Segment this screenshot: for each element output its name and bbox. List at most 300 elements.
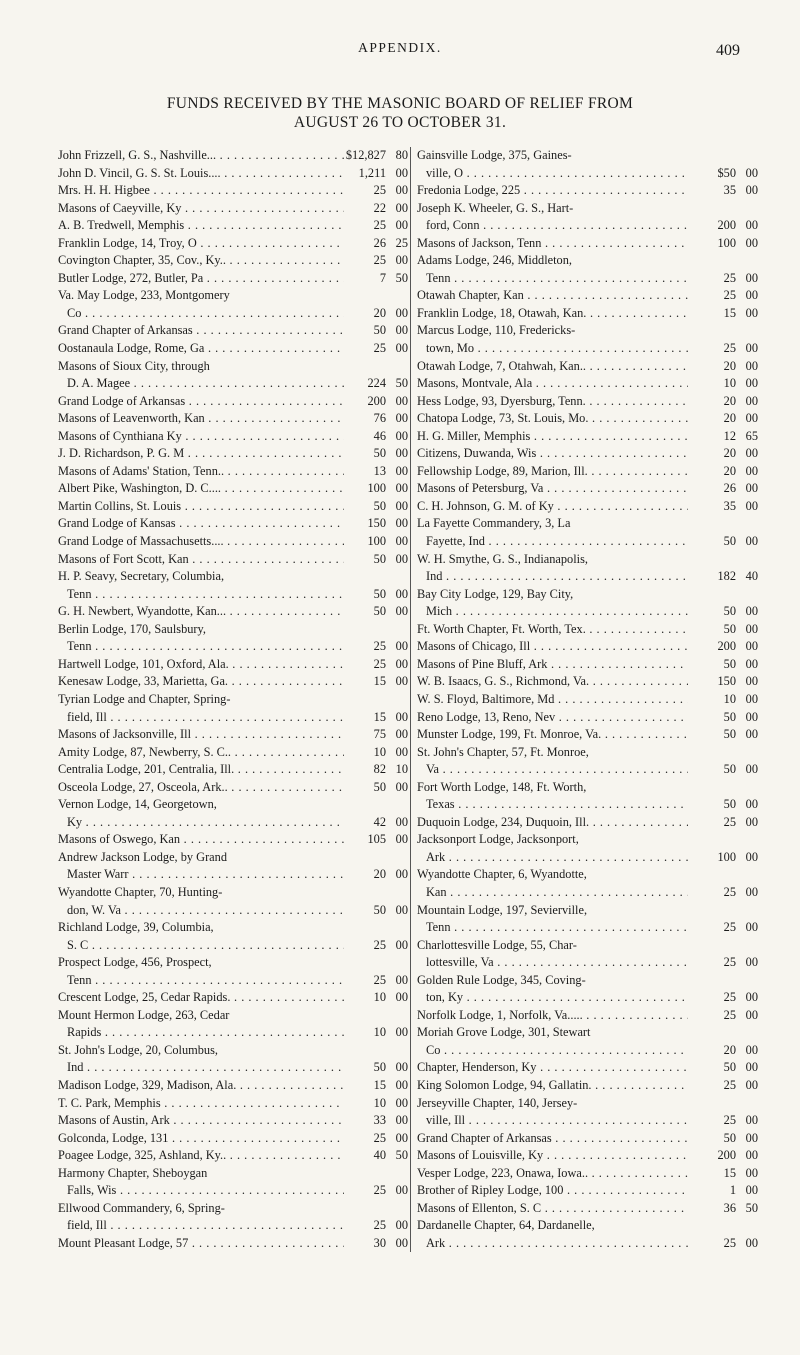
amount-cents: 00: [745, 305, 758, 320]
amount-cents: 00: [395, 656, 408, 671]
amount-cents: 00: [745, 534, 758, 549]
amount-dollars: 50: [723, 621, 736, 636]
amount-cents: 00: [745, 411, 758, 426]
ledger-entry: [417, 1112, 760, 1130]
entry-name: ville, Ill . . .: [417, 1112, 688, 1130]
entry-name: Masons of Adams' Station, Tenn.. . . .: [58, 463, 344, 481]
amount-dollars: 25: [373, 253, 386, 268]
entry-name: Centralia Lodge, 201, Centralia, Ill. . . .: [58, 761, 344, 779]
entry-amount: [688, 445, 760, 463]
entry-amount: [688, 656, 760, 674]
entry-name: Franklin Lodge, 18, Otawah, Kan. . . .: [417, 305, 688, 323]
amount-dollars: 25: [723, 1007, 736, 1022]
amount-cents: 00: [395, 604, 408, 619]
amount-cents: 00: [745, 1130, 758, 1145]
entry-amount: [344, 937, 410, 955]
amount-dollars: 20: [723, 446, 736, 461]
entry-amount: [688, 673, 760, 691]
entry-amount: [688, 358, 760, 376]
amount-cents: 00: [745, 341, 758, 356]
entry-amount: [344, 673, 410, 691]
entry-name: Marcus Lodge, 110, Fredericks-: [417, 323, 576, 338]
entry-amount: [344, 1059, 410, 1077]
amount-dollars: 200: [717, 1148, 736, 1163]
ledger-entry: [417, 1165, 760, 1183]
amount-cents: 00: [395, 323, 408, 338]
left-column: [58, 147, 411, 1252]
entry-amount: [344, 744, 410, 762]
amount-cents: 00: [395, 1077, 408, 1092]
amount-dollars: 50: [373, 779, 386, 794]
entry-name: Crescent Lodge, 25, Cedar Rapids. . . .: [58, 989, 344, 1007]
ledger-entry: [417, 340, 760, 358]
ledger-entry: [58, 586, 410, 604]
entry-amount: [688, 989, 760, 1007]
amount-cents: 00: [745, 1165, 758, 1180]
ledger-entry: [58, 902, 410, 920]
amount-dollars: 25: [723, 814, 736, 829]
ledger-entry: [417, 919, 760, 937]
entry-amount: [344, 200, 410, 218]
amount-cents: 00: [745, 762, 758, 777]
entry-amount: [688, 1130, 760, 1148]
entry-name: Otawah Lodge, 7, Otahwah, Kan.. . . .: [417, 358, 688, 376]
entry-name: Harmony Chapter, Sheboygan: [58, 1165, 208, 1180]
entry-name: Masons of Louisville, Ky . . .: [417, 1147, 688, 1165]
entry-name: Mount Pleasant Lodge, 57 . . .: [58, 1235, 344, 1253]
entry-name: Grand Lodge of Kansas . . .: [58, 515, 344, 533]
ledger-entry: [58, 1077, 410, 1095]
ledger-entry: [58, 1007, 410, 1025]
amount-dollars: 50: [373, 586, 386, 601]
amount-dollars: 50: [373, 902, 386, 917]
amount-cents: 00: [395, 463, 408, 478]
amount-cents: 00: [395, 990, 408, 1005]
entry-name: Tenn . . .: [417, 919, 688, 937]
entry-name: Golden Rule Lodge, 345, Coving-: [417, 972, 586, 987]
entry-amount: [688, 305, 760, 323]
amount-cents: 00: [395, 534, 408, 549]
ledger-entry: [417, 656, 760, 674]
entry-amount: [344, 1235, 410, 1253]
ledger-entry: [417, 165, 760, 183]
entry-name: Masons of Ellenton, S. C . . .: [417, 1200, 688, 1218]
entry-name: Masons of Jackson, Tenn . . .: [417, 235, 688, 253]
amount-cents: 00: [395, 516, 408, 531]
ledger-entry: [417, 1077, 760, 1095]
ledger-entry: [58, 726, 410, 744]
entry-name: Moriah Grove Lodge, 301, Stewart: [417, 1025, 591, 1040]
entry-amount: [344, 305, 410, 323]
amount-cents: 00: [745, 955, 758, 970]
entry-name: St. John's Lodge, 20, Columbus,: [58, 1042, 218, 1057]
entry-name: Dardanelle Chapter, 64, Dardanelle,: [417, 1218, 595, 1233]
entry-name: St. John's Chapter, 57, Ft. Monroe,: [417, 744, 589, 759]
amount-cents: 00: [395, 937, 408, 952]
ledger-entry: [417, 322, 760, 340]
entry-name: Golconda, Lodge, 131 . . .: [58, 1130, 344, 1148]
entry-name: Masons of Petersburg, Va . . .: [417, 480, 688, 498]
amount-dollars: 50: [373, 498, 386, 513]
entry-amount: [344, 147, 410, 165]
amount-dollars: 50: [373, 604, 386, 619]
entry-amount: [344, 217, 410, 235]
entry-amount: [688, 463, 760, 481]
amount-cents: 00: [745, 1183, 758, 1198]
ledger-entry: [58, 287, 410, 305]
amount-cents: 00: [395, 709, 408, 724]
entry-name: Masons of Cynthiana Ky . . .: [58, 428, 344, 446]
amount-dollars: $12,827: [345, 148, 386, 162]
entry-name: Citizens, Duwanda, Wis . . .: [417, 445, 688, 463]
entry-name: Tenn . . .: [58, 586, 344, 604]
entry-amount: [344, 551, 410, 569]
ledger-entry: [58, 779, 410, 797]
entry-name: Norfolk Lodge, 1, Norfolk, Va..... . . .: [417, 1007, 688, 1025]
entry-name: Tenn . . .: [58, 638, 344, 656]
ledger-entry: [58, 515, 410, 533]
entry-name: Hess Lodge, 93, Dyersburg, Tenn. . . .: [417, 393, 688, 411]
entry-amount: [344, 814, 410, 832]
entry-name: town, Mo . . .: [417, 340, 688, 358]
amount-dollars: 25: [373, 972, 386, 987]
entry-amount: [344, 902, 410, 920]
entry-amount: [344, 866, 410, 884]
entry-name: ville, O . . .: [417, 165, 688, 183]
entry-amount: [344, 270, 410, 288]
ledger-entry: [58, 200, 410, 218]
amount-dollars: 10: [723, 691, 736, 706]
amount-dollars: 25: [373, 656, 386, 671]
entry-name: Fredonia Lodge, 225 . . .: [417, 182, 688, 200]
amount-cents: 00: [745, 639, 758, 654]
amount-cents: 00: [395, 779, 408, 794]
entry-name: W. S. Floyd, Baltimore, Md . . .: [417, 691, 688, 709]
entry-name: Mountain Lodge, 197, Sevierville,: [417, 902, 588, 917]
entry-amount: [344, 515, 410, 533]
ledger-entry: [417, 586, 760, 604]
amount-dollars: 10: [723, 376, 736, 391]
entry-name: Co . . .: [58, 305, 344, 323]
entry-name: Jacksonport Lodge, Jacksonport,: [417, 832, 579, 847]
amount-cents: 00: [395, 551, 408, 566]
entry-name: Duquoin Lodge, 234, Duquoin, Ill. . . .: [417, 814, 688, 832]
entry-amount: [344, 586, 410, 604]
entry-amount: [688, 1235, 760, 1253]
ledger-entry: [58, 814, 410, 832]
amount-cents: 00: [745, 376, 758, 391]
amount-cents: 50: [395, 1148, 408, 1163]
ledger-entry: [417, 1200, 760, 1218]
amount-cents: 00: [745, 1007, 758, 1022]
entry-amount: [344, 779, 410, 797]
entry-name: Tenn . . .: [58, 972, 344, 990]
right-column: [411, 147, 760, 1252]
entry-name: Richland Lodge, 39, Columbia,: [58, 920, 214, 935]
amount-cents: 00: [745, 446, 758, 461]
amount-dollars: 100: [717, 849, 736, 864]
amount-dollars: 20: [723, 358, 736, 373]
amount-cents: 00: [745, 358, 758, 373]
amount-dollars: 20: [373, 867, 386, 882]
entry-amount: [344, 1147, 410, 1165]
amount-dollars: 50: [723, 534, 736, 549]
entry-amount: [688, 884, 760, 902]
entry-name: Ellwood Commandery, 6, Spring-: [58, 1200, 225, 1215]
amount-dollars: 200: [367, 393, 386, 408]
amount-cents: 00: [395, 341, 408, 356]
amount-dollars: 25: [723, 341, 736, 356]
amount-dollars: 200: [717, 218, 736, 233]
entry-name: Charlottesville Lodge, 55, Char-: [417, 937, 577, 952]
amount-cents: 00: [745, 270, 758, 285]
amount-dollars: 25: [723, 1113, 736, 1128]
ledger-entry: [417, 779, 760, 797]
amount-cents: 00: [395, 1218, 408, 1233]
amount-dollars: 50: [723, 797, 736, 812]
entry-name: Rapids . . .: [58, 1024, 344, 1042]
amount-dollars: 1,211: [358, 165, 386, 180]
amount-cents: 00: [745, 393, 758, 408]
entry-amount: [344, 709, 410, 727]
ledger-entry: [417, 515, 760, 533]
ledger-entry: [58, 849, 410, 867]
ledger-entry: [58, 182, 410, 200]
entry-name: John D. Vincil, G. S. St. Louis.... . . .: [58, 165, 344, 183]
entry-name: Grand Lodge of Massachusetts.... . . .: [58, 533, 344, 551]
entry-amount: [688, 796, 760, 814]
amount-cents: 00: [395, 165, 408, 180]
ledger-entry: [58, 937, 410, 955]
amount-dollars: 15: [723, 305, 736, 320]
ledger-entry: [417, 480, 760, 498]
amount-dollars: 30: [373, 1235, 386, 1250]
ledger-entry: [417, 1024, 760, 1042]
amount-dollars: 50: [723, 1130, 736, 1145]
amount-dollars: 25: [723, 955, 736, 970]
entry-name: Falls, Wis . . .: [58, 1182, 344, 1200]
entry-name: Jerseyville Chapter, 140, Jersey-: [417, 1095, 578, 1110]
entry-amount: [688, 428, 760, 446]
entry-name: Reno Lodge, 13, Reno, Nev . . .: [417, 709, 688, 727]
amount-cents: 80: [395, 148, 408, 162]
amount-cents: 65: [745, 428, 758, 443]
ledger-entry: [417, 551, 760, 569]
page-title: [30, 94, 770, 132]
amount-cents: 00: [745, 498, 758, 513]
entry-name: Brother of Ripley Lodge, 100 . . .: [417, 1182, 688, 1200]
amount-dollars: 50: [723, 1060, 736, 1075]
amount-dollars: 15: [723, 1165, 736, 1180]
amount-dollars: 25: [723, 990, 736, 1005]
amount-dollars: 35: [723, 498, 736, 513]
entry-amount: [688, 1182, 760, 1200]
amount-dollars: 50: [373, 446, 386, 461]
amount-cents: 00: [395, 1060, 408, 1075]
amount-cents: 00: [395, 393, 408, 408]
entry-amount: [688, 603, 760, 621]
ledger-entry: [417, 744, 760, 762]
ledger-entry: [58, 252, 410, 270]
entry-name: Masons of Chicago, Ill . . .: [417, 638, 688, 656]
entry-amount: [688, 691, 760, 709]
entry-name: Munster Lodge, 199, Ft. Monroe, Va. . . .: [417, 726, 688, 744]
entry-amount: [688, 1200, 760, 1218]
amount-cents: 00: [745, 709, 758, 724]
amount-dollars: 15: [373, 709, 386, 724]
ledger-entry: [58, 358, 410, 376]
amount-dollars: 36: [723, 1200, 736, 1215]
ledger-entry: [58, 1112, 410, 1130]
ledger-entry: [58, 147, 410, 165]
entry-name: John Frizzell, G. S., Nashville... . . .: [58, 147, 344, 165]
ledger-entry: [417, 305, 760, 323]
ledger-entry: [58, 1095, 410, 1113]
entry-amount: [344, 480, 410, 498]
entry-name: Ark . . .: [417, 1235, 688, 1253]
entry-amount: [344, 972, 410, 990]
entry-amount: [688, 287, 760, 305]
entry-name: Covington Chapter, 35, Cov., Ky.. . . .: [58, 252, 344, 270]
amount-cents: 00: [395, 411, 408, 426]
ledger-entry: [58, 621, 410, 639]
ledger-entry: [417, 147, 760, 165]
entry-name: Osceola Lodge, 27, Osceola, Ark.. . . .: [58, 779, 344, 797]
amount-cents: 00: [745, 797, 758, 812]
amount-dollars: 200: [717, 639, 736, 654]
amount-dollars: 10: [373, 744, 386, 759]
running-head: APPENDIX.: [358, 40, 442, 55]
ledger-entry: [417, 1095, 760, 1113]
amount-cents: 00: [395, 727, 408, 742]
amount-cents: 00: [395, 1183, 408, 1198]
entry-amount: [688, 393, 760, 411]
ledger-entry: [417, 1147, 760, 1165]
entry-name: Madison Lodge, 329, Madison, Ala. . . .: [58, 1077, 344, 1095]
entry-amount: [344, 1182, 410, 1200]
ledger-entry: [417, 235, 760, 253]
amount-cents: 00: [745, 235, 758, 250]
amount-dollars: 22: [373, 200, 386, 215]
entry-name: Vernon Lodge, 14, Georgetown,: [58, 797, 217, 812]
ledger-entry: [58, 709, 410, 727]
amount-cents: 50: [745, 1200, 758, 1215]
ledger-entry: [417, 709, 760, 727]
entry-amount: [688, 638, 760, 656]
entry-name: Andrew Jackson Lodge, by Grand: [58, 849, 227, 864]
entry-amount: [688, 217, 760, 235]
amount-dollars: 50: [373, 551, 386, 566]
entry-amount: [344, 1130, 410, 1148]
amount-cents: 00: [395, 446, 408, 461]
entry-amount: [688, 1147, 760, 1165]
entry-amount: [344, 235, 410, 253]
entry-amount: [688, 621, 760, 639]
amount-cents: 00: [745, 1148, 758, 1163]
entry-name: Berlin Lodge, 170, Saulsbury,: [58, 621, 206, 636]
ledger-entry: [58, 1147, 410, 1165]
amount-dollars: 100: [367, 534, 386, 549]
amount-dollars: 10: [373, 1095, 386, 1110]
amount-dollars: 26: [723, 481, 736, 496]
entry-name: Tyrian Lodge and Chapter, Spring-: [58, 691, 231, 706]
entry-name: T. C. Park, Memphis . . .: [58, 1095, 344, 1113]
entry-name: Ark . . .: [417, 849, 688, 867]
entry-name: Masons of Pine Bluff, Ark . . .: [417, 656, 688, 674]
ledger-columns: [58, 147, 760, 1252]
amount-cents: 00: [395, 1113, 408, 1128]
amount-dollars: 12: [723, 428, 736, 443]
ledger-entry: [417, 761, 760, 779]
ledger-entry: [58, 235, 410, 253]
entry-name: Co . . .: [417, 1042, 688, 1060]
entry-name: C. H. Johnson, G. M. of Ky . . .: [417, 498, 688, 516]
amount-cents: 00: [745, 691, 758, 706]
ledger-entry: [417, 603, 760, 621]
amount-dollars: 10: [373, 1025, 386, 1040]
amount-dollars: 20: [373, 305, 386, 320]
ledger-entry: [58, 551, 410, 569]
entry-name: King Solomon Lodge, 94, Gallatin. . . .: [417, 1077, 688, 1095]
ledger-entry: [417, 1042, 760, 1060]
entry-name: Chapter, Henderson, Ky . . .: [417, 1059, 688, 1077]
amount-cents: 00: [395, 1095, 408, 1110]
entry-amount: [688, 375, 760, 393]
amount-cents: 40: [745, 569, 758, 584]
entry-amount: [688, 568, 760, 586]
entry-amount: [344, 498, 410, 516]
amount-dollars: 50: [723, 727, 736, 742]
page-number: 409: [716, 42, 740, 59]
ledger-entry: [417, 954, 760, 972]
amount-dollars: 15: [373, 674, 386, 689]
ledger-entry: [58, 322, 410, 340]
ledger-entry: [58, 305, 410, 323]
amount-cents: 00: [745, 990, 758, 1005]
ledger-entry: [58, 656, 410, 674]
entry-amount: [344, 252, 410, 270]
entry-amount: [688, 1077, 760, 1095]
entry-name: ford, Conn . . .: [417, 217, 688, 235]
entry-amount: [688, 340, 760, 358]
ledger-entry: [417, 1059, 760, 1077]
amount-cents: 00: [395, 972, 408, 987]
amount-cents: 50: [395, 270, 408, 285]
ledger-entry: [417, 410, 760, 428]
ledger-entry: [58, 270, 410, 288]
amount-dollars: 10: [373, 990, 386, 1005]
entry-amount: [688, 533, 760, 551]
amount-cents: 25: [395, 235, 408, 250]
amount-cents: 00: [395, 498, 408, 513]
amount-dollars: 50: [723, 656, 736, 671]
entry-name: ton, Ky . . .: [417, 989, 688, 1007]
amount-cents: 00: [745, 1113, 758, 1128]
amount-cents: 00: [395, 674, 408, 689]
amount-cents: 00: [745, 920, 758, 935]
ledger-entry: [417, 393, 760, 411]
entry-name: W. B. Isaacs, G. S., Richmond, Va. . . .: [417, 673, 688, 691]
ledger-entry: [417, 1007, 760, 1025]
amount-cents: 00: [745, 218, 758, 233]
amount-cents: 00: [395, 428, 408, 443]
entry-amount: [344, 638, 410, 656]
entry-name: La Fayette Commandery, 3, La: [417, 516, 571, 531]
entry-name: H. P. Seavy, Secretary, Columbia,: [58, 569, 225, 584]
ledger-entry: [58, 1217, 410, 1235]
entry-name: Albert Pike, Washington, D. C.... . . .: [58, 480, 344, 498]
ledger-entry: [58, 691, 410, 709]
